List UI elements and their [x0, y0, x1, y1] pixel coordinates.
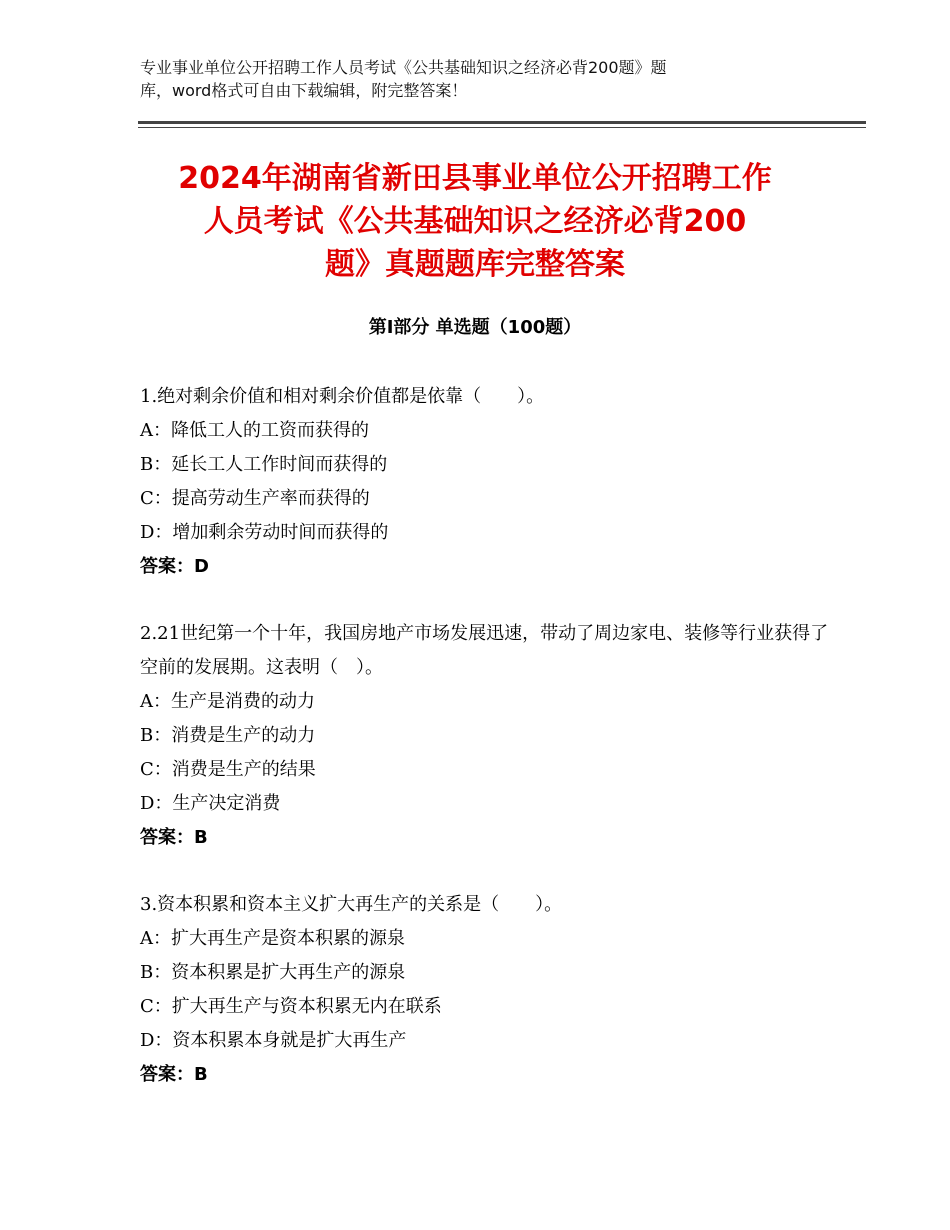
- header-note: [140, 56, 780, 102]
- option-d: D：资本积累本身就是扩大再生产: [140, 1030, 407, 1051]
- option-b: B：消费是生产的动力: [140, 725, 316, 746]
- option-a: A：生产是消费的动力: [140, 691, 315, 712]
- question-3: [140, 888, 840, 1092]
- header-rule-thick: [138, 121, 866, 124]
- question-2: [140, 617, 840, 855]
- header-note-line-2: 库，word格式可自由下载编辑，附完整答案！: [140, 81, 468, 100]
- question-stem: 1.绝对剩余价值和相对剩余价值都是依靠（ ）。: [140, 386, 545, 407]
- option-d: D：增加剩余劳动时间而获得的: [140, 522, 389, 543]
- question-1: [140, 380, 840, 584]
- option-a: A：降低工人的工资而获得的: [140, 420, 369, 441]
- question-stem: 3.资本积累和资本主义扩大再生产的关系是（ ）。: [140, 894, 563, 915]
- answer-line: 答案：D: [140, 556, 209, 577]
- option-c: C：扩大再生产与资本积累无内在联系: [140, 996, 442, 1017]
- option-c: C：提高劳动生产率而获得的: [140, 488, 370, 509]
- document-title-line-2: 人员考试《公共基础知识之经济必背200: [203, 204, 747, 239]
- document-title-line-3: 题》真题题库完整答案: [325, 247, 625, 282]
- section-heading: 第Ⅰ部分 单选题（100题）: [368, 317, 582, 338]
- option-b: B：资本积累是扩大再生产的源泉: [140, 962, 406, 983]
- header-note-line-1: 专业事业单位公开招聘工作人员考试《公共基础知识之经济必背200题》题: [140, 58, 667, 77]
- answer-line: 答案：B: [140, 827, 208, 848]
- question-list: [140, 380, 840, 1125]
- header-rule-thin: [138, 127, 866, 128]
- document-title-line-1: 2024年湖南省新田县事业单位公开招聘工作: [178, 161, 772, 196]
- option-a: A：扩大再生产是资本积累的源泉: [140, 928, 405, 949]
- question-stem: 2.21世纪第一个十年，我国房地产市场发展迅速，带动了周边家电、装修等行业获得了空前的发展期。这表明（ ）。: [140, 623, 829, 678]
- option-b: B：延长工人工作时间而获得的: [140, 454, 388, 475]
- option-d: D：生产决定消费: [140, 793, 281, 814]
- option-c: C：消费是生产的结果: [140, 759, 316, 780]
- document-title: [120, 157, 830, 286]
- answer-line: 答案：B: [140, 1064, 208, 1085]
